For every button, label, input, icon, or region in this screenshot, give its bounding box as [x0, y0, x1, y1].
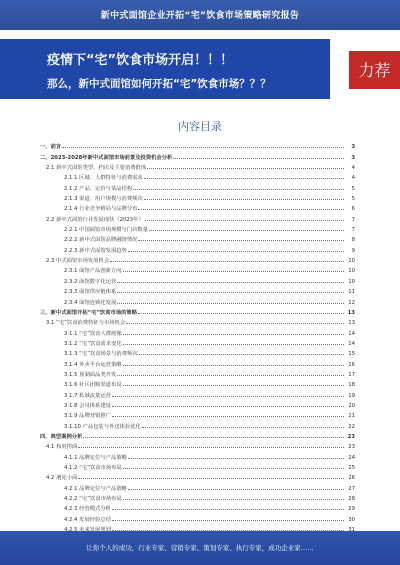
toc-entry-text: 2.3.3 面馆供应链体系	[64, 289, 117, 296]
report-title: 新中式面馆企业开拓“宅”饮食市场策略研究报告	[100, 11, 300, 21]
toc-entry-text: 2.2 新中式面馆行业发展现状（2023年）	[46, 216, 144, 223]
toc-leader-dots	[110, 261, 344, 262]
toc-entry-text: 3.1.4 外卖平台运营策略	[64, 361, 122, 368]
toc-entry-text: 2.3.1 面馆产品创新方向	[64, 268, 122, 275]
toc-leader-dots	[138, 240, 344, 241]
toc-entry-text: 2.2.1 中国面馆市场规模与门店数量	[64, 227, 149, 234]
toc-entry[interactable]	[40, 295, 355, 305]
toc-entry[interactable]	[40, 388, 355, 398]
toc-entry-page: 4	[351, 165, 355, 172]
toc-entry-text: 3.1.8 会员体系建设	[64, 402, 111, 409]
toc-entry[interactable]	[40, 378, 355, 388]
toc-entry-page: 10	[348, 258, 355, 265]
toc-entry-page: 22	[348, 423, 355, 430]
toc-entry-page: 23	[348, 444, 355, 451]
toc-entry-text: 4.1.1 品牌定位与产品策略	[64, 454, 127, 461]
toc-entry[interactable]	[40, 471, 355, 481]
toc-entry-page: 21	[348, 413, 355, 420]
toc-entry[interactable]	[40, 274, 355, 284]
toc-leader-dots	[78, 478, 344, 479]
toc-leader-dots	[62, 147, 344, 148]
toc-entry[interactable]	[40, 419, 355, 429]
toc-entry-text: 2.1.1 区域、人群特征与消费需求	[64, 175, 143, 182]
toc-entry[interactable]	[40, 150, 355, 160]
toc-leader-dots	[123, 271, 344, 272]
toc-leader-dots	[123, 385, 344, 386]
toc-leader-dots	[133, 189, 344, 190]
toc-leader-dots	[128, 458, 344, 459]
toc-entry-text: 一、前言	[40, 144, 62, 151]
toc-entry-page: 28	[348, 496, 355, 503]
toc-entry-page: 14	[348, 340, 355, 347]
toc-leader-dots	[117, 303, 344, 304]
toc-entry[interactable]	[40, 409, 355, 419]
toc-leader-dots	[173, 158, 344, 159]
toc-leader-dots	[144, 199, 344, 200]
toc-entry-text: 2.1 新中式面馆类型、档次及主要消费群体	[46, 165, 147, 172]
toc-entry-page: 19	[348, 392, 355, 399]
toc-entry-text: 4.1.2 “宅”饮食市场布局	[64, 465, 122, 471]
toc-entry-text: 三、新中式面馆开拓“宅”饮食市场的策略	[40, 309, 138, 316]
toc-entry-page: 5	[351, 196, 355, 203]
toc-entry-page: 25	[348, 465, 355, 471]
toc-entry[interactable]	[40, 450, 355, 460]
toc-leader-dots	[123, 334, 344, 335]
toc-entry[interactable]	[40, 254, 355, 264]
toc-entry[interactable]	[40, 481, 355, 491]
toc-leader-dots	[138, 313, 344, 314]
toc-entry[interactable]	[40, 192, 355, 202]
toc-entry[interactable]	[40, 326, 355, 336]
toc-entry[interactable]	[40, 492, 355, 502]
toc-entry-text: 四、典型案例分析	[40, 433, 83, 440]
toc-entry-page: 18	[348, 382, 355, 389]
toc-entry-text: 2.1.2 产品、定价与菜品结构	[64, 185, 133, 192]
toc-entry[interactable]	[40, 357, 355, 367]
toc-entry[interactable]	[40, 316, 355, 326]
toc-entry[interactable]	[40, 306, 355, 316]
toc-entry-page: 30	[348, 516, 355, 523]
toc-leader-dots	[144, 178, 344, 179]
toc-entry[interactable]	[40, 430, 355, 440]
toc-leader-dots	[126, 323, 344, 324]
toc-entry-text: 2.1.4 行业竞争格局与品牌分布	[64, 206, 138, 213]
toc-leader-dots	[123, 365, 344, 366]
toc-entry-page: 5	[351, 185, 355, 192]
toc-entry[interactable]	[40, 171, 355, 181]
banner-subheadline: 那么，新中式面馆如何开拓“宅”饮食市场？？？	[47, 78, 271, 90]
toc-leader-dots	[112, 509, 344, 510]
banner-headline: 疫情下“宅”饮食市场开启！！！	[47, 53, 234, 68]
badge-text: 力荐	[358, 61, 391, 80]
toc-entry-page: 16	[348, 361, 355, 368]
toc-leader-dots	[117, 375, 344, 376]
toc-leader-dots	[149, 230, 344, 231]
toc-entry-page: 9	[351, 247, 355, 254]
toc-entry-text: 2.2.2 新中式面馆品牌融资情况	[64, 237, 138, 244]
toc-leader-dots	[117, 292, 344, 293]
toc-entry-page: 3	[351, 144, 355, 151]
toc-entry-page: 15	[348, 351, 355, 358]
toc-entry-text: 4.2.4 发展经验总结	[64, 516, 111, 523]
toc-leader-dots	[147, 168, 344, 169]
toc-leader-dots	[123, 468, 344, 469]
table-of-contents	[40, 140, 355, 543]
toc-leader-dots	[139, 354, 344, 355]
footer-text: 让你个人的成功，行业专家、营销专家、策划专家、执行专家，成功企业家……	[86, 544, 314, 552]
toc-entry[interactable]	[40, 202, 355, 212]
recommend-badge	[349, 51, 400, 89]
toc-entry-page: 12	[348, 299, 355, 306]
toc-entry-text: 4.2.2 “宅”饮食市场布局	[64, 496, 122, 503]
toc-entry[interactable]	[40, 337, 355, 347]
toc-heading: 内容目录	[178, 120, 222, 133]
toc-entry-text: 3.1.3 “宅”饮食场景与消费频次	[64, 351, 138, 358]
toc-leader-dots	[112, 520, 344, 521]
toc-leader-dots	[123, 344, 344, 345]
toc-leader-dots	[83, 437, 344, 438]
toc-leader-dots	[145, 220, 344, 221]
toc-entry-text: 4.2 遇见小面	[46, 475, 78, 482]
promo-banner	[0, 39, 330, 99]
toc-entry[interactable]	[40, 368, 355, 378]
toc-entry-text: 3.1.2 “宅”饮食需求变化	[64, 340, 122, 347]
toc-leader-dots	[112, 406, 344, 407]
toc-entry[interactable]	[40, 243, 355, 253]
toc-entry[interactable]	[40, 223, 355, 233]
toc-entry-text: 3.1.7 私域流量运营	[64, 392, 111, 399]
toc-entry[interactable]	[40, 140, 355, 150]
toc-entry[interactable]	[40, 264, 355, 274]
toc-entry-page: 23	[347, 433, 355, 440]
toc-entry-text: 2.1.3 渠道、用户规模与消费频次	[64, 196, 143, 203]
toc-entry-page: 26	[348, 475, 355, 482]
toc-entry-text: 3.1 “宅”饮食消费特征与市场机会	[46, 320, 126, 327]
toc-entry-text: 二、2023-2028年新中式面馆市场前景及投资机会分析	[40, 154, 173, 161]
footer-bar	[0, 531, 400, 565]
toc-entry[interactable]	[40, 285, 355, 295]
header-bar	[0, 0, 400, 30]
toc-entry-page: 14	[348, 330, 355, 337]
toc-leader-dots	[112, 396, 344, 397]
toc-entry[interactable]	[40, 399, 355, 409]
toc-entry-text: 3.1.6 社区团购渠道布局	[64, 382, 122, 389]
toc-entry-page: 13	[347, 309, 355, 316]
toc-entry-text: 3.1.9 品牌营销推广	[64, 413, 111, 420]
toc-entry-page: 3	[351, 154, 355, 161]
toc-entry[interactable]	[40, 181, 355, 191]
toc-entry-text: 3.1.1 “宅”饮食人群画像	[64, 330, 122, 337]
toc-entry-page: 17	[348, 371, 355, 378]
toc-entry-page: 11	[348, 289, 355, 296]
toc-leader-dots	[128, 489, 344, 490]
toc-entry-page: 4	[351, 175, 355, 182]
toc-entry[interactable]	[40, 233, 355, 243]
toc-leader-dots	[117, 282, 344, 283]
toc-entry-page: 10	[348, 278, 355, 285]
toc-entry-page: 10	[348, 268, 355, 275]
toc-entry-text: 3.1.10 产品包装与外送体验优化	[64, 423, 141, 430]
toc-entry-text: 2.3.2 面馆数字化运营	[64, 278, 117, 285]
toc-leader-dots	[78, 447, 344, 448]
toc-entry-page: 7	[351, 227, 355, 234]
toc-entry-text: 2.2.3 新中式面馆发展趋势	[64, 247, 127, 254]
toc-entry-page: 13	[348, 320, 355, 327]
toc-entry-page: 29	[348, 506, 355, 513]
toc-entry[interactable]	[40, 440, 355, 450]
toc-entry-page: 8	[351, 237, 355, 244]
toc-entry-page: 6	[351, 206, 355, 213]
toc-leader-dots	[138, 209, 344, 210]
toc-entry-text: 4.2.3 经营模式分析	[64, 506, 111, 513]
toc-entry-page: 27	[348, 485, 355, 492]
toc-entry[interactable]	[40, 512, 355, 522]
toc-leader-dots	[142, 427, 344, 428]
toc-entry[interactable]	[40, 212, 355, 222]
toc-leader-dots	[128, 251, 344, 252]
toc-entry-text: 2.3 中式面馆市场发展机会	[46, 258, 110, 265]
toc-entry-page: 7	[351, 216, 355, 223]
toc-entry[interactable]	[40, 461, 355, 471]
toc-leader-dots	[123, 499, 344, 500]
toc-leader-dots	[112, 416, 344, 417]
toc-entry-text: 4.1 和府捞面	[46, 444, 78, 451]
toc-entry[interactable]	[40, 347, 355, 357]
toc-entry-text: 3.1.5 预制面品类开发	[64, 371, 117, 378]
toc-entry-text: 2.3.4 面馆连锁化发展	[64, 299, 117, 306]
toc-entry-page: 24	[348, 454, 355, 461]
toc-entry[interactable]	[40, 502, 355, 512]
toc-entry-page: 20	[348, 402, 355, 409]
toc-entry-text: 4.2.1 品牌定位与产品策略	[64, 485, 127, 492]
toc-entry[interactable]	[40, 161, 355, 171]
